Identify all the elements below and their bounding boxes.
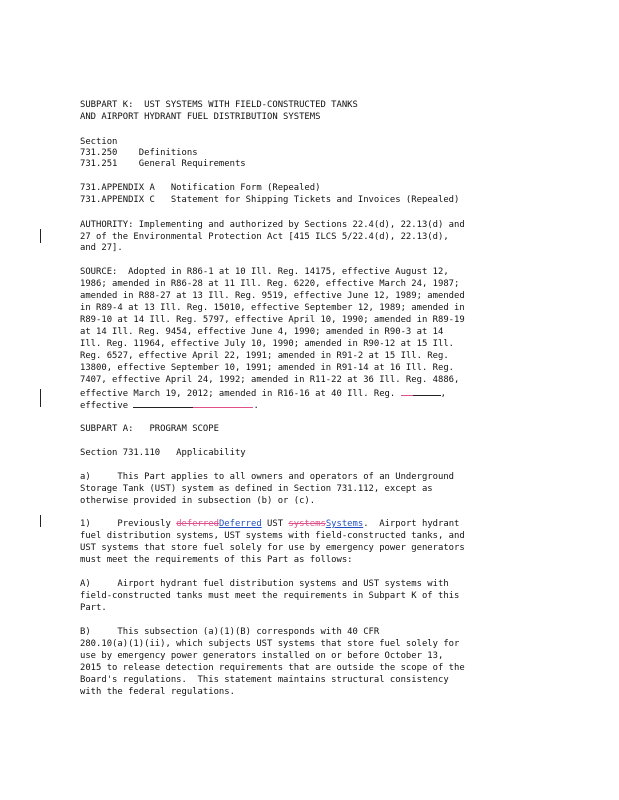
source-line-4: in R89-4 at 13 Ill. Reg. 15010, effective September 12, 1989; amended in	[80, 303, 465, 313]
paragraph-B-line-6: with the federal regulations.	[80, 687, 235, 697]
revision-bar-authority	[40, 229, 41, 243]
effective-date-blank	[133, 399, 193, 408]
subpart-k-heading-line-1: SUBPART K: UST SYSTEMS WITH FIELD-CONSTRUCTED TANKS	[80, 100, 358, 110]
paragraph-B-line-4: 2015 to release detection requirements that are outside the scope of the	[80, 663, 465, 673]
paragraph-a-line-3: otherwise provided in subsection (b) or (c).	[80, 496, 316, 506]
paragraph-a-line-2: Storage Tank (UST) system as defined in Section 731.112, except as	[80, 484, 433, 494]
paragraph-B-line-1: B) This subsection (a)(1)(B) corresponds with 40 CFR	[80, 627, 380, 637]
paragraph-A-line-3: Part.	[80, 603, 107, 613]
authority-line-1: AUTHORITY: Implementing and authorized by Sections 22.4(d), 22.13(d) and	[80, 220, 465, 230]
source-line-12	[80, 399, 259, 411]
paragraph-1-suffix: . Airport hydrant	[363, 519, 460, 529]
source-line-1: SOURCE: Adopted in R86-1 at 10 Ill. Reg. 14175, effective August 12,	[80, 267, 449, 277]
subpart-a-heading: SUBPART A: PROGRAM SCOPE	[80, 424, 219, 434]
toc-appendix-c: 731.APPENDIX C Statement for Shipping Tickets and Invoices (Repealed)	[80, 195, 460, 205]
register-page-blank	[401, 387, 413, 396]
paragraph-B-line-5: Board's regulations. This statement maintains structural consistency	[80, 675, 449, 685]
inserted-text-systems: Systems	[325, 519, 364, 529]
authority-line-2: 27 of the Environmental Protection Act [415 ILCS 5/22.4(d), 22.13(d),	[80, 232, 449, 242]
source-line-7: Ill. Reg. 11964, effective July 10, 1990; amended in R90-12 at 15 Ill.	[80, 339, 455, 349]
paragraph-1-line-2: fuel distribution systems, UST systems with field-constructed tanks, and	[80, 531, 465, 541]
toc-section-label: Section	[80, 137, 118, 147]
toc-section-731-251: 731.251 General Requirements	[80, 159, 246, 169]
source-line-12-text: effective	[80, 401, 134, 411]
revision-bar-paragraph-1	[40, 515, 41, 527]
subpart-k-heading-line-2: AND AIRPORT HYDRANT FUEL DISTRIBUTION SYSTEMS	[80, 112, 321, 122]
paragraph-1-line-4: must meet the requirements of this Part as follows:	[80, 555, 353, 565]
effective-date-blank-revised	[193, 399, 253, 408]
section-731-110-heading: Section 731.110 Applicability	[80, 448, 246, 458]
source-line-11-comma: ,	[440, 389, 446, 399]
source-line-11	[80, 387, 446, 399]
register-page-blank-rest	[413, 387, 441, 396]
source-line-9: 13800, effective September 10, 1991; amended in R91-14 at 16 Ill. Reg.	[80, 363, 455, 373]
paragraph-B-line-2: 280.10(a)(1)(ii), which subjects UST systems that store fuel solely for	[80, 639, 460, 649]
source-line-6: at 14 Ill. Reg. 9454, effective June 4, 1990; amended in R90-3 at 14	[80, 327, 444, 337]
deleted-text-deferred: deferred	[176, 519, 219, 529]
source-line-12-period: .	[253, 401, 259, 411]
paragraph-1-line-3: UST systems that store fuel solely for use by emergency power generators	[80, 543, 465, 553]
deleted-text-systems: systems	[288, 519, 326, 529]
paragraph-1-mid: UST	[261, 519, 289, 529]
authority-line-3: and 27].	[80, 243, 123, 253]
source-line-2: 1986; amended in R86-28 at 11 Ill. Reg. 6220, effective March 24, 1987;	[80, 279, 460, 289]
toc-section-731-250: 731.250 Definitions	[80, 148, 198, 158]
source-line-5: R89-10 at 14 Ill. Reg. 5797, effective April 10, 1990; amended in R89-19	[80, 315, 465, 325]
paragraph-A-line-1: A) Airport hydrant fuel distribution systems and UST systems with	[80, 579, 449, 589]
paragraph-1-prefix: 1) Previously	[80, 519, 177, 529]
paragraph-A-line-2: field-constructed tanks must meet the requirements in Subpart K of this	[80, 591, 460, 601]
inserted-text-deferred: Deferred	[218, 519, 262, 529]
toc-appendix-a: 731.APPENDIX A Notification Form (Repealed)	[80, 183, 321, 193]
source-line-8: Reg. 6527, effective April 22, 1991; amended in R91-2 at 15 Ill. Reg.	[80, 351, 449, 361]
source-line-10: 7407, effective April 24, 1992; amended in R11-22 at 36 Ill. Reg. 4886,	[80, 375, 460, 385]
paragraph-1-line-1	[80, 519, 459, 529]
revision-bar-source	[40, 389, 41, 407]
paragraph-B-line-3: use by emergency power generators installed on or before October 13,	[80, 651, 444, 661]
source-line-3: amended in R88-27 at 13 Ill. Reg. 9519, effective June 12, 1989; amended	[80, 291, 465, 301]
paragraph-a-line-1: a) This Part applies to all owners and operators of an Underground	[80, 472, 455, 482]
source-line-11-text: effective March 19, 2012; amended in R16-16 at 40 Ill. Reg.	[80, 389, 401, 399]
